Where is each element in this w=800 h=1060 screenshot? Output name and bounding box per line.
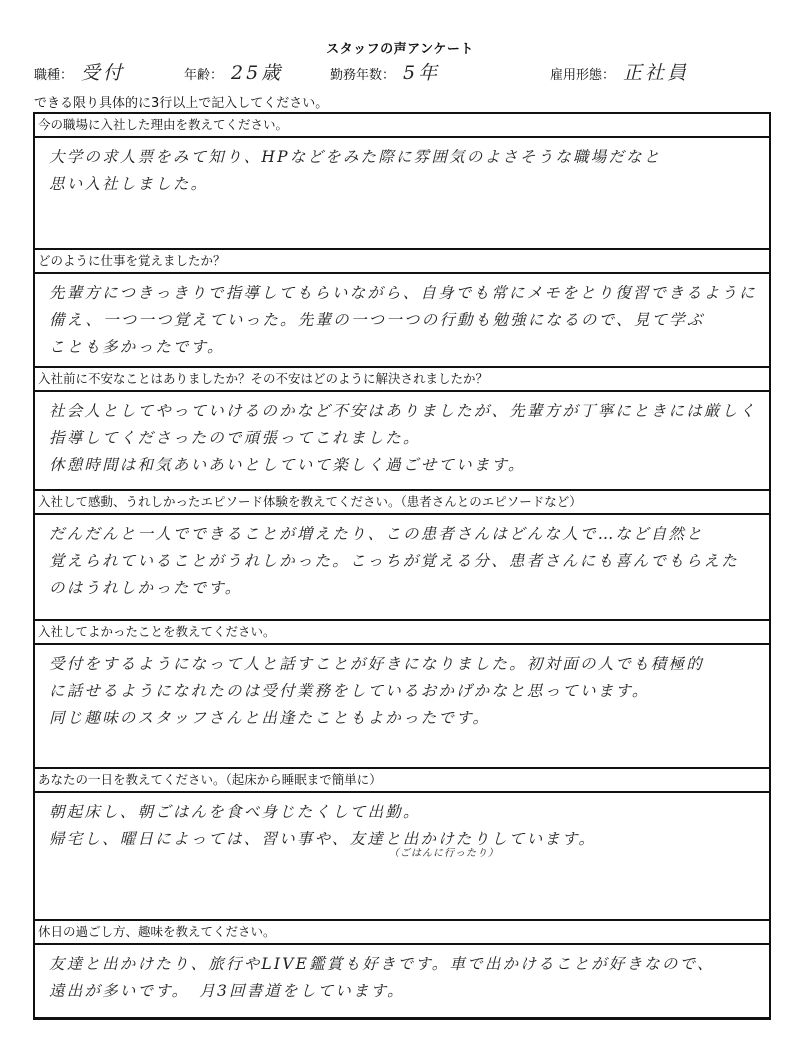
section-holidays-hobbies <box>35 921 769 1017</box>
section-how-learned-job <box>35 250 769 368</box>
job-field <box>34 58 125 85</box>
question-label: 今の職場に入社した理由を教えてください。 <box>35 114 769 138</box>
answer-line: 思い入社しました。 <box>49 175 209 193</box>
age-value: 25歳 <box>231 62 284 84</box>
answer-line: 大学の求人票をみて知り、HPなどをみた際に雰囲気のよさそうな職場だなと <box>49 148 662 166</box>
answer-line: 遠出が多いです。 月3回書道をしています。 <box>49 982 405 1000</box>
section-daily-routine <box>35 769 769 921</box>
instruction-text: できる限り具体的に3行以上で記入してください。 <box>34 96 329 111</box>
answer-line: 社会人としてやっていけるのかなど不安はありましたが、先輩方が丁寧にときには厳しく <box>49 402 758 420</box>
section-touching-episode <box>35 491 769 621</box>
respondent-info-row <box>34 58 774 86</box>
answer-box <box>35 945 769 1017</box>
answer-line: のはうれしかったです。 <box>49 579 243 597</box>
question-label: 入社してよかったことを教えてください。 <box>35 621 769 645</box>
answer-line: 同じ趣味のスタッフさんと出逢たこともよかったです。 <box>49 709 491 727</box>
employment-value: 正社員 <box>623 62 690 84</box>
answer-box <box>35 392 769 489</box>
years-label: 勤務年数： <box>330 68 396 83</box>
answer-line: 先輩方につきっきりで指導してもらいながら、自身でも常にメモをとり復習できるように <box>49 284 757 302</box>
question-label: あなたの一日を教えてください。（起床から睡眠まで簡単に） <box>35 769 769 793</box>
age-field <box>184 58 283 85</box>
answer-line: 帰宅し、曜日によっては、習い事や、友達と出かけたりしています。 <box>49 830 597 848</box>
answer-line: 朝起床し、朝ごはんを食べ身じたくして出勤。 <box>49 803 421 821</box>
section-pre-joining-concerns <box>35 368 769 491</box>
answer-box <box>35 274 769 366</box>
answer-line: 友達と出かけたり、旅行やLIVE鑑賞も好きです。車で出かけることが好きなので、 <box>49 955 715 973</box>
answer-line: だんだんと一人でできることが増えたり、この患者さんはどんな人で…など自然と <box>49 525 704 543</box>
years-field <box>330 58 440 85</box>
answer-box <box>35 138 769 248</box>
answer-line: 受付をするようになって人と話すことが好きになりました。初対面の人でも積極的 <box>49 655 704 673</box>
job-label: 職種： <box>34 68 74 83</box>
answer-box <box>35 645 769 767</box>
answer-box <box>35 793 769 919</box>
years-value: 5年 <box>403 62 441 84</box>
section-good-things <box>35 621 769 769</box>
answer-line: 備え、一つ一つ覚えていった。先輩の一つ一つの行動も勉強になるので、見て学ぶ <box>49 311 705 329</box>
answer-line: ことも多かったです。 <box>49 338 225 356</box>
question-label: 休日の過ごし方、趣味を教えてください。 <box>35 921 769 945</box>
answer-line: 指導してくださったので頑張ってこれました。 <box>49 429 421 447</box>
job-value: 受付 <box>81 62 126 84</box>
employment-field <box>550 58 689 85</box>
answer-line: 休憩時間は和気あいあいとしていて楽しく過ごせています。 <box>49 456 526 474</box>
question-label: 入社前に不安なことはありましたか？その不安はどのように解決されましたか？ <box>35 368 769 392</box>
age-label: 年齢： <box>184 68 224 83</box>
question-label: 入社して感動、うれしかったエピソード体験を教えてください。（患者さんとのエピソードなど） <box>35 491 769 515</box>
survey-title: スタッフの声アンケート <box>326 42 474 57</box>
answer-line: 覚えられていることがうれしかった。こっちが覚える分、患者さんにも喜んでもらえた <box>49 552 739 570</box>
answer-box <box>35 515 769 619</box>
question-label: どのように仕事を覚えましたか？ <box>35 250 769 274</box>
answer-line: に話せるようになれたのは受付業務をしているおかげかなと思っています。 <box>49 682 650 700</box>
section-reason-for-joining <box>35 114 769 250</box>
employment-label: 雇用形態： <box>550 68 616 83</box>
survey-form <box>33 112 771 1020</box>
answer-annotation: （ごはんに行ったり） <box>389 848 499 859</box>
